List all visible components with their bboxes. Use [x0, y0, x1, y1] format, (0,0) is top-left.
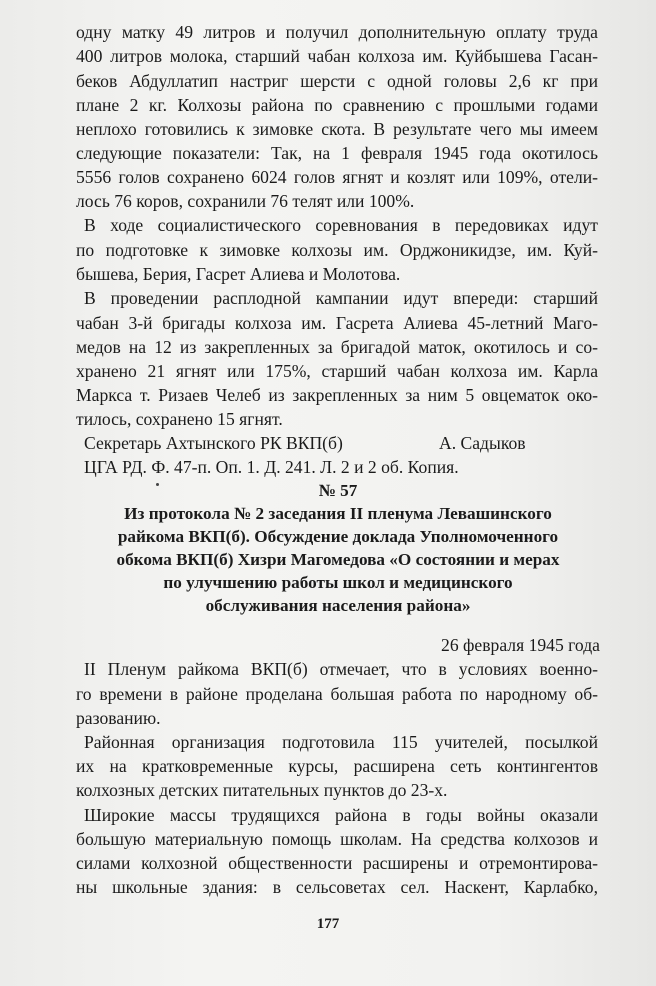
document-heading-line: райкома ВКП(б). Обсуждение доклада Уполномоченного [117, 527, 559, 546]
text-line: разованию. [76, 708, 161, 728]
text-line: следующие показатели: Так, на 1 февраля 1945 года окотилось [76, 143, 598, 163]
document-heading-line: обслуживания населения района» [205, 596, 471, 615]
text-line: ны школьные здания: в сельсоветах сел. Наскент, Карлабко, [76, 877, 598, 897]
text-line: колхозных детских питательных пунктов до 23-х. [76, 780, 448, 800]
text-line: по подготовке к зимовке колхозы им. Орджоникидзе, им. Куй- [76, 240, 598, 260]
text-line: их на кратковременные курсы, расширена сеть контингентов [76, 756, 598, 776]
text-line: хранено 21 ягнят или 175%, старший чабан колхоза им. Карла [76, 361, 598, 381]
text-line: 5556 голов сохранено 6024 голов ягнят и козлят или 109%, отели- [76, 167, 598, 187]
text-line: Районная организация подготовила 115 учителей, посылкой [84, 732, 598, 752]
page-number: 177 [316, 916, 340, 932]
text-line: Широкие массы трудящихся района в годы войны оказали [84, 805, 598, 825]
text-line: Маркса т. Ризаев Челеб из закрепленных за ним 5 овцематок око- [76, 385, 598, 405]
text-line: бышева, Берия, Гасрет Алиева и Молотова. [76, 264, 401, 284]
text-line: 400 литров молока, старший чабан колхоза им. Куйбышева Гасан- [76, 46, 598, 66]
text-line: чабан 3-й бригады колхоза им. Гасрета Алиева 45-летний Маго- [76, 313, 598, 333]
document-heading-line: по улучшению работы школ и медицинского [163, 573, 513, 592]
text-line: лось 76 коров, сохранили 76 телят или 100%. [76, 191, 415, 211]
text-line: го времени в районе проделана большая работа по народному об- [76, 684, 598, 704]
text-line: беков Абдуллатип настриг шерсти с одной головы 2,6 кг при [76, 71, 598, 91]
document-number: № 57 [318, 481, 358, 500]
text-line: медов на 12 из закрепленных за бригадой маток, окотилось и со- [76, 337, 598, 357]
text-line: плане 2 кг. Колхозы района по сравнению с прошлыми годами [76, 95, 598, 115]
signature-role: Секретарь Ахтынского РК ВКП(б) [84, 433, 343, 453]
signature-name: А. Садыков [439, 433, 526, 453]
text-line: В ходе социалистического соревнования в передовиках идут [84, 215, 598, 235]
text-line: одну матку 49 литров и получил дополнительную оплату труда [76, 22, 598, 42]
document-heading-line: Из протокола № 2 заседания II пленума Левашинского [124, 504, 552, 523]
document-date: 26 февраля 1945 года [441, 635, 600, 655]
text-line: тилось, сохранено 15 ягнят. [76, 409, 283, 429]
text-line: В проведении расплодной кампании идут впереди: старший [84, 288, 598, 308]
text-line: II Пленум райкома ВКП(б) отмечает, что в условиях военно- [84, 659, 598, 679]
text-line: неплохо готовились к зимовке скота. В результате чего мы имеем [76, 119, 598, 139]
document-heading-line: обкома ВКП(б) Хизри Магомедова «О состоянии и мерах [116, 550, 560, 569]
text-line: большую материальную помощь школам. На средства колхозов и [76, 829, 598, 849]
archive-reference: ЦГА РД. Ф. 47-п. Оп. 1. Д. 241. Л. 2 и 2 об. Копия. [84, 457, 459, 477]
text-line: силами колхозной общественности расширены и отремонтирова- [76, 853, 598, 873]
